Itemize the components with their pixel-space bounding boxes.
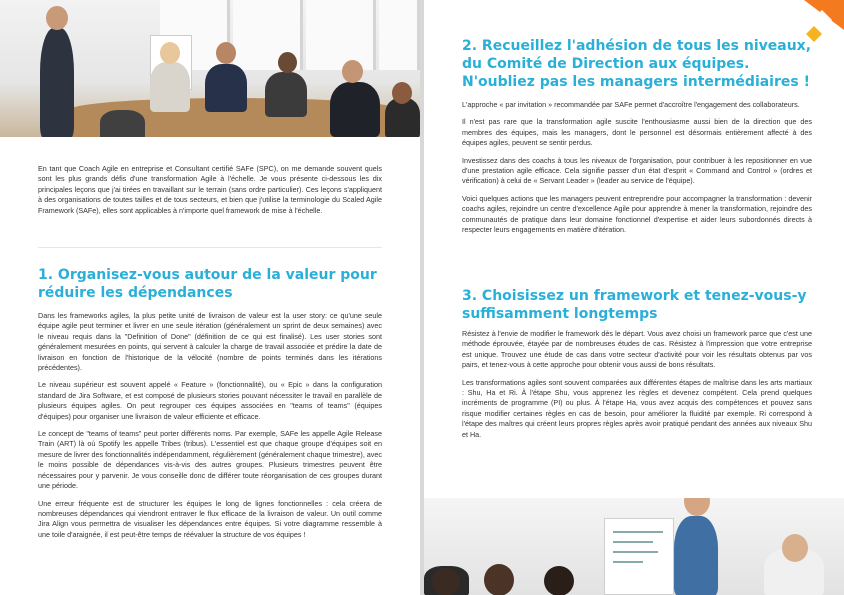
divider	[38, 247, 382, 248]
section1-body	[38, 311, 382, 547]
intro-text	[38, 164, 382, 223]
paragraph: Investissez dans des coachs à tous les niveaux de l'organisation, pour contribuer à les repositionner en vue d'une prestation agile efficace. Cela signifie passer d'un état d'esprit « Command and Control » (ordres et vérification) à celui de « Servant Leader » (leader au service de l'équipe).	[462, 155, 812, 186]
meeting-photo	[0, 0, 420, 137]
paragraph: Il n'est pas rare que la transformation agile suscite l'enthousiasme aussi bien de la direction que des membres des équipes, mais les managers, dont le personnel est désormais entièrement affecté à des équipes agiles, peuvent se sentir perdus.	[462, 117, 812, 148]
section3-title: 3. Choisissez un framework et tenez-vous-y suffisamment longtemps	[462, 288, 807, 322]
paragraph: Une erreur fréquente est de structurer les équipes le long de lignes fonctionnelles : cela créera de nombreuses dépendances qui viendront entraver le flux efficace de la livraison de valeur. Un outil comme Jira Align vous permettra de visualiser les dépendances entre équipes. Si votre diagramme ressemble à une toile d'araignée, il est peut-être temps de réévaluer la structure de vos équipes !	[38, 498, 382, 539]
training-photo	[424, 498, 844, 595]
section3-body	[462, 329, 812, 447]
paragraph: L'approche « par invitation » recommandée par SAFe permet d'accroître l'engagement des collaborateurs.	[462, 100, 800, 109]
left-page	[0, 0, 420, 595]
right-page	[424, 0, 844, 595]
section1-title: 1. Organisez-vous autour de la valeur pour réduire les dépendances	[38, 267, 377, 301]
paragraph: Résistez à l'envie de modifier le framework dès le départ. Vous avez choisi un framework parce que c'est une méthode éprouvée, étayée par de nombreuses études de cas. Résistez à l'impression que votre entreprise est unique. Trouvez une étude de cas dans votre secteur d'activité pour voir les résultats obtenus par vos pairs, et tenez-vous à cette approche pour obtenir vous aussi de bons résultats.	[462, 329, 812, 370]
paragraph: Dans les frameworks agiles, la plus petite unité de livraison de valeur est la user story: ce qu'une seule équipe agile peut terminer et livrer en une seule itération (généralement un sprint de deux semaines) avec le niveau requis dans la "Definition of Done" (définition de ce qui est finalisé). Les user stories sont généralement mesurées en points, qui servent à calculer la charge de travail associée et prédire la date de livraison en fonction de l'historique de la vélocité (nombre de points terminés dans les itérations précédentes).	[38, 311, 382, 373]
intro-paragraph: En tant que Coach Agile en entreprise et Consultant certifié SAFe (SPC), on me demande souvent quels sont les plus grands défis d'une transformation Agile à l'échelle. Je vous présente ci-dessous les dix principales leçons que j'ai tirées en travaillant sur le terrain (sans ordre particulier). Ces leçons s'appliquent à des organisations de toutes tailles et de tous secteurs, et bien que j'utilise la terminologie du Scaled Agile Framework (SAFe), elles sont applicables à n'importe quel framework de mise à l'échelle.	[38, 164, 382, 215]
section2-body	[462, 100, 812, 242]
paragraph: Les transformations agiles sont souvent comparées aux différentes étapes de maîtrise dans les arts martiaux : Shu, Ha et Ri. À l'étape Shu, vous apprenez les règles et devenez compétent. Cela prend quelques incréments de programme (PI) ou plus. À l'étape Ha, vous avez acquis des compétences et pouvez sans risque modifier certaines règles en cas de besoin, pour améliorer la fluidité par exemple. Ri correspond à l'étape des maîtres qui créent leurs propres règles après avoir pratiqué pendant des années aux niveaux Shu et Ha.	[462, 377, 812, 439]
section2-title: 2. Recueillez l'adhésion de tous les niveaux, du Comité de Direction aux équipes. N'oubliez pas les managers intermédiaires !	[462, 38, 812, 90]
paragraph: Le niveau supérieur est souvent appelé « Feature » (fonctionnalité), ou « Epic » dans la configuration standard de Jira Software, et est composé de plusieurs stories pouvant nécessiter le travail en parallèle de plusieurs équipes agiles. On peut regrouper ces équipes associées en "teams of teams" (équipes d'équipes) pour organiser une livraison de valeur efficiente et efficace.	[38, 380, 382, 421]
paragraph: Le concept de "teams of teams" peut porter différents noms. Par exemple, SAFe les appelle Agile Release Train (ART) là où Spotify les appelle Tribes (tribus). L'essentiel est que chaque groupe d'équipes soit en mesure de livrer des fonctionnalités indépendamment, régulièrement (généralement chaque trimestre), avec le moins possible de dépendances vis-à-vis des autres groupes. Plusieurs trimestres peuvent être nécessaires pour y parvenir. Je vous conseille donc de différer toute réorganisation de ces groupes durant une période.	[38, 429, 382, 491]
paragraph: Voici quelques actions que les managers peuvent entreprendre pour accompagner la transformation : devenir coachs agiles, rejoindre un centre d'excellence Agile pour apprendre à mener la transformation, rejoindre des communautés de pratique dans leur domaine fonctionnel d'expertise et aider leurs subordonnés directs à respecter leurs engagements en matière d'itération.	[462, 193, 812, 235]
